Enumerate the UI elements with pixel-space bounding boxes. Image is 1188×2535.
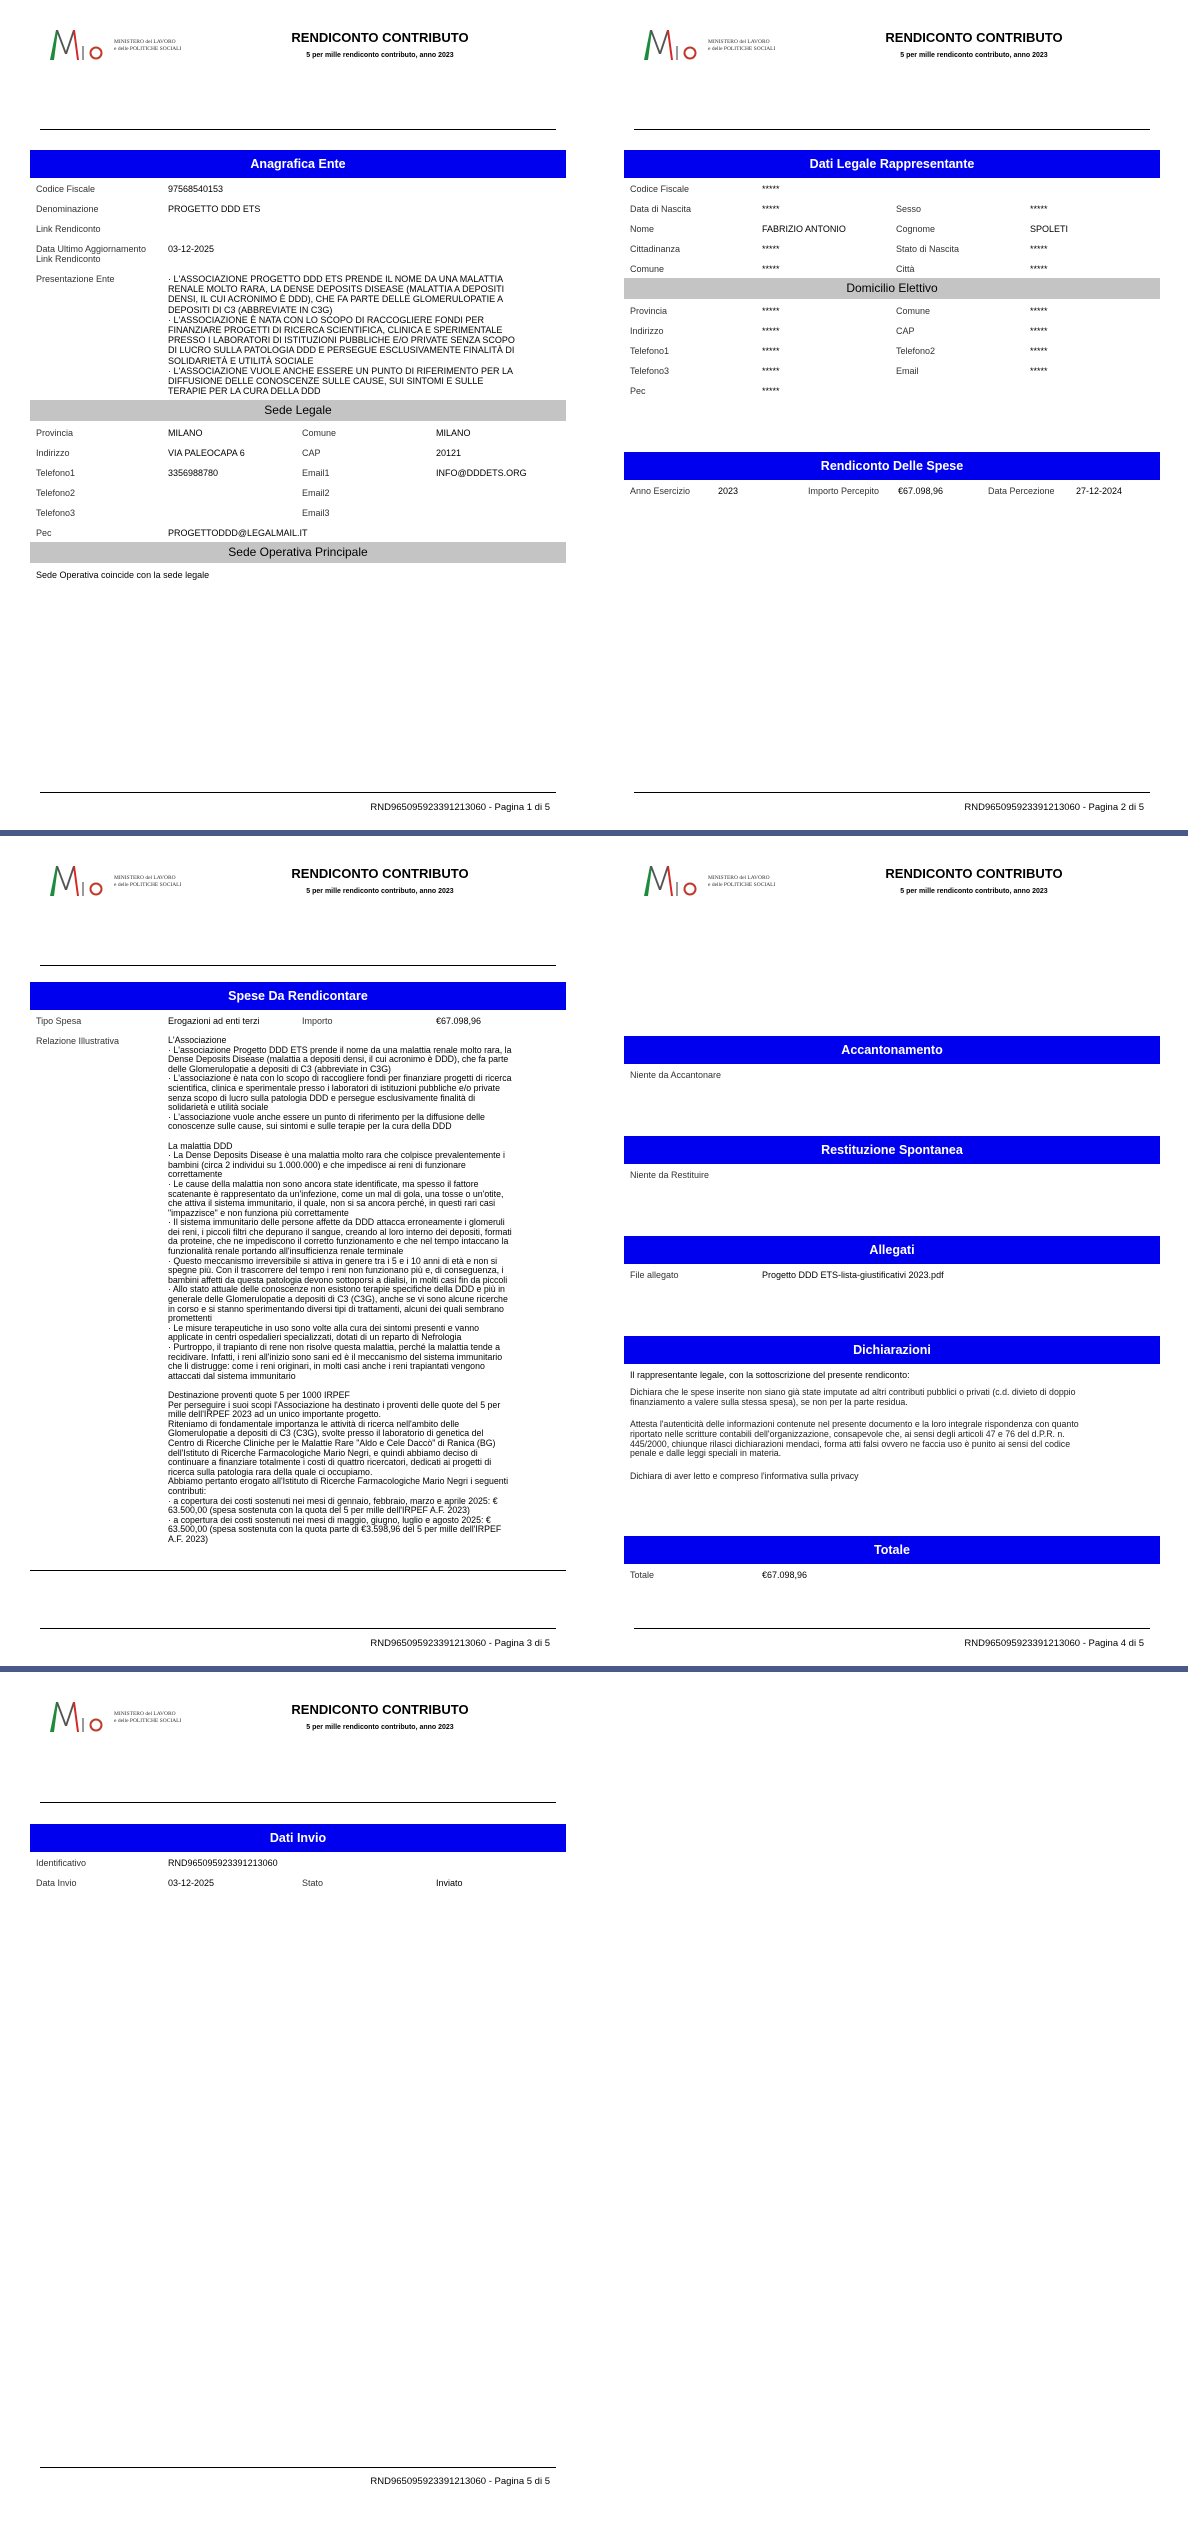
label-telefono3: Telefono3 (630, 366, 670, 376)
label-telefono1: Telefono1 (36, 468, 76, 478)
value-telefono2: ***** (1030, 346, 1048, 356)
value-cognome: SPOLETI (1030, 224, 1069, 234)
value-denominazione: PROGETTO DDD ETS (168, 204, 261, 214)
header-title: RENDICONTO CONTRIBUTO (885, 866, 1063, 881)
value-importo-percepito: €67.098,96 (898, 486, 944, 496)
page-footer: RND965095923391213060 - Pagina 4 di 5 (964, 1638, 1144, 1649)
footer-divider (634, 1628, 1150, 1629)
value-data-invio: 03-12-2025 (168, 1878, 215, 1888)
label-telefono2: Telefono2 (896, 346, 936, 356)
logo-text: MINISTERO del LAVORO e delle POLITICHE SOCIALI (114, 1711, 182, 1724)
label-tipo-spesa: Tipo Spesa (36, 1016, 82, 1026)
header-divider (634, 129, 1150, 130)
ministry-logo (640, 28, 785, 62)
sede-operativa-text: Sede Operativa coincide con la sede legale (36, 570, 210, 580)
page-3 (0, 836, 594, 1666)
label-cap: CAP (302, 448, 321, 458)
header-subtitle: 5 per mille rendiconto contributo, anno 2023 (900, 888, 1048, 895)
label-codice-fiscale: Codice Fiscale (630, 184, 690, 194)
label-totale: Totale (630, 1570, 655, 1580)
section-spese-da-rendicontare: Spese Da Rendicontare (30, 982, 566, 1010)
label-cap: CAP (896, 326, 915, 336)
section-allegati: Allegati (624, 1236, 1160, 1264)
value-email: ***** (1030, 366, 1048, 376)
label-provincia: Provincia (36, 428, 74, 438)
section-accantonamento: Accantonamento (624, 1036, 1160, 1064)
header-title: RENDICONTO CONTRIBUTO (291, 866, 469, 881)
section-sede-legale: Sede Legale (30, 400, 566, 421)
section-rendiconto-spese: Rendiconto Delle Spese (624, 452, 1160, 480)
value-comune-dom: ***** (1030, 306, 1048, 316)
section-legale-rappresentante: Dati Legale Rappresentante (624, 150, 1160, 178)
value-importo: €67.098,96 (436, 1016, 482, 1026)
relazione-illustrativa-text: L'Associazione · L'associazione Progetto DDD ETS prende il nome da una malattia renale molto rara, la Dense Deposits Disease (malattia a depositi densi, il cui acronimo è DDD), che fa parte delle Glomerulopatie a depositi di C3 (abbreviate in C3G) · L'associazione è nata con lo scopo di raccogliere fondi per finanziare progetti di ricerca scientifica, clinica e sperimentale presso i laboratori di istituzioni pubbliche e/o private senza scopo di lucro sulla patologia DDD e persegue esclusivamente finalità di solidarietà e utilità sociale · L'associazione vuole anche essere un punto di riferimento per la diffusione delle conoscenze sulle cause, sui sintomi e sulle terapie per la cura della DDD La malattia DDD · La Dense Deposits Disease è una malattia molto rara che colpisce prevalentemente i bambini (circa 2 individui su 1.000.000) e che impedisce ai reni di funzionare correttamente · Le cause della malattia non sono ancora state identificate, ma spesso il fattore scatenante è rappresentato da un'infezione, come un mal di gola, una tosse o un'otite, che attiva il sistema immunitario, il quale, non si sa ancora perché, in questi rari casi "impazzisce" e non funziona più correttamente · Il sistema immunitario delle persone affette da DDD attacca erroneamente i glomeruli dei reni, i piccoli filtri che depurano il sangue, creando al loro interno dei depositi, formati da proteine, che ne impediscono il corretto funzionamento e che nel tempo intaccano la funzionalità renale portando all'insufficienza renale terminale · Questo meccanismo irreversibile si attiva in genere tra i 5 e i 10 anni di età e non si spegne più. Con il trascorrere del tempo i reni non funzionano più e, di conseguenza, i bambini affetti da questa patologia devono sottoporsi a dialisi, in molti casi fin da piccoli · Allo stato attuale delle conoscenze non esistono terapie specifiche della DDD e più in generale delle Glomerulopatie a depositi di C3 (C3G), anche se vi sono alcune ricerche in corso e si stanno sperimentando diversi tipi di trattamenti, alcuni dei quali sembrano promettenti · Le misure terapeutiche in uso sono volte alla cura dei sintomi presenti e vanno applicate in centri ospedalieri specializzati, dotati di un reparto di Nefrologia · Purtroppo, il trapianto di rene non risolve questa malattia, perché la malattia tende a recidivare. Infatti, i reni all'inizio sono sani ed è il meccanismo del sistema immunitario che li distrugge: come i reni originari, in molti casi anche i reni trapiantati vengono attaccati dal sistema immunitario Destinazione proventi quote 5 per 1000 IRPEF Per perseguire i suoi scopi l'Associazione ha destinato i proventi delle quote del 5 per mille dell'IRPEF 2023 ad un unico importante progetto. Riteniamo di fondamentale importanza le attività di ricerca nell'ambito delle Glomerulopatie a depositi di C3 (C3G), svolte presso il laboratorio di genetica del Centro di Ricerche Cliniche per le Malattie Rare "Aldo e Cele Daccò" di Ranica (BG) dell'Istituto di Ricerche Farmacologiche Mario Negri, e quindi abbiamo deciso di continuare a finanziare totalmente i costi di quattro ricercatori, dedicati ai progetti di ricerca sulla patologia rara della quale ci occupiamo. Abbiamo pertanto erogato all'Istituto di Ricerche Farmacologiche Mario Negri i seguenti contributi: · a copertura dei costi sostenuti nei mesi di gennaio, febbraio, marzo e aprile 2025: € 63.500,00 (spesa sostenuta con la quota del 5 per mille dell'IRPEF A.F. 2023) · a copertura dei costi sostenuti nei mesi di maggio, giugno, luglio e agosto 2025: € 63.500,00 (spesa sostenuta con la quota parte di €3.598,96 del 5 per mille dell'IRPEF A.F. 2023) (168, 1035, 512, 1544)
accantonamento-text: Niente da Accantonare (630, 1070, 722, 1080)
value-stato: Inviato (436, 1878, 463, 1888)
label-comune: Comune (302, 428, 337, 438)
ministry-logo (46, 864, 191, 898)
section-restituzione-spontanea: Restituzione Spontanea (624, 1136, 1160, 1164)
value-codice-fiscale: 97568540153 (168, 184, 224, 194)
label-identificativo: Identificativo (36, 1858, 87, 1868)
label-denominazione: Denominazione (36, 204, 99, 214)
label-data-invio: Data Invio (36, 1878, 77, 1888)
dichiarazione-3: Dichiara di aver letto e compreso l'informativa sulla privacy (630, 1471, 859, 1481)
label-cittadinanza: Cittadinanza (630, 244, 681, 254)
value-telefono1: ***** (762, 346, 780, 356)
logo-text: MINISTERO del LAVORO e delle POLITICHE SOCIALI (114, 875, 182, 888)
header-subtitle: 5 per mille rendiconto contributo, anno 2023 (306, 1724, 454, 1731)
value-identificativo: RND965095923391213060 (168, 1858, 278, 1868)
label-data-percezione: Data Percezione (988, 486, 1055, 496)
header-divider (40, 129, 556, 130)
value-file-allegato[interactable]: Progetto DDD ETS-lista-giustificativi 2023.pdf (762, 1270, 944, 1280)
label-importo: Importo (302, 1016, 333, 1026)
label-indirizzo: Indirizzo (630, 326, 664, 336)
page-footer: RND965095923391213060 - Pagina 3 di 5 (370, 1638, 550, 1649)
label-nome: Nome (630, 224, 655, 234)
footer-divider (40, 792, 556, 793)
footer-divider (40, 2467, 556, 2468)
value-stato-nascita: ***** (1030, 244, 1048, 254)
label-comune: Comune (630, 264, 665, 274)
section-dichiarazioni: Dichiarazioni (624, 1336, 1160, 1364)
value-tipo-spesa: Erogazioni ad enti terzi (168, 1016, 260, 1026)
presentazione-ente-text: · L'ASSOCIAZIONE PROGETTO DDD ETS PRENDE IL NOME DA UNA MALATTIA RENALE MOLTO RARA, LA DENSE DEPOSITS DISEASE (MALATTIA A DEPOSITI DENSI, IL CUI ACRONIMO È DDD), CHE FA PARTE DELLE GLOMERULOPATIE A DEPOSITI DI C3 (ABBREVIATE IN C3G) · L'ASSOCIAZIONE È NATA CON LO SCOPO DI RACCOGLIERE FONDI PER FINANZIARE PROGETTI DI RICERCA SCIENTIFICA, CLINICA E SPERIMENTALE PRESSO I LABORATORI DI ISTITUZIONI PUBBLICHE E/O PRIVATE SENZA SCOPO DI LUCRO SULLA PATOLOGIA DDD E PERSEGUE ESCLUSIVAMENTE FINALITÀ DI SOLIDARIETÀ E UTILITÀ SOCIALE · L'ASSOCIAZIONE VUOLE ANCHE ESSERE UN PUNTO DI RIFERIMENTO PER LA DIFFUSIONE DELLE CONOSCENZE SULLE CAUSE, SUI SINTOMI E SULLE TERAPIE PER LA CURA DELLA DDD (168, 274, 515, 397)
value-provincia: MILANO (168, 428, 203, 438)
label-anno-esercizio: Anno Esercizio (630, 486, 691, 496)
value-indirizzo: ***** (762, 326, 780, 336)
label-pec: Pec (36, 528, 52, 538)
page-footer: RND965095923391213060 - Pagina 5 di 5 (370, 2476, 550, 2487)
section-sede-operativa: Sede Operativa Principale (30, 542, 566, 563)
value-email1: INFO@DDDETS.ORG (436, 468, 527, 478)
label-telefono3: Telefono3 (36, 508, 76, 518)
section-bottom-line (30, 1570, 566, 1571)
ministry-logo (640, 864, 785, 898)
dichiarazioni-intro: Il rappresentante legale, con la sottoscrizione del presente rendiconto: (630, 1370, 910, 1380)
label-email: Email (896, 366, 919, 376)
label-stato: Stato (302, 1878, 324, 1888)
footer-divider (40, 1628, 556, 1629)
header-title: RENDICONTO CONTRIBUTO (291, 30, 469, 45)
value-codice-fiscale: ***** (762, 184, 780, 194)
header-subtitle: 5 per mille rendiconto contributo, anno 2023 (306, 888, 454, 895)
value-citta: ***** (1030, 264, 1048, 274)
label-sesso: Sesso (896, 204, 922, 214)
label-provincia: Provincia (630, 306, 668, 316)
page-2 (594, 0, 1188, 830)
value-comune: MILANO (436, 428, 471, 438)
section-totale: Totale (624, 1536, 1160, 1564)
value-cittadinanza: ***** (762, 244, 780, 254)
ministry-logo (46, 28, 191, 62)
value-provincia: ***** (762, 306, 780, 316)
dichiarazione-1: Dichiara che le spese inserite non siano già state imputate ad altri contributi pubblici o privati (c.d. divieto di doppio finanziamento a valere sulla stessa spesa), se non per la parte residua. (630, 1387, 1076, 1407)
label-cognome: Cognome (896, 224, 936, 234)
value-anno-esercizio: 2023 (718, 486, 739, 496)
section-anagrafica-ente: Anagrafica Ente (30, 150, 566, 178)
label-file-allegato: File allegato (630, 1270, 679, 1280)
label-importo-percepito: Importo Percepito (808, 486, 880, 496)
page-1 (0, 0, 594, 830)
header-title: RENDICONTO CONTRIBUTO (291, 1702, 469, 1717)
section-domicilio-elettivo: Domicilio Elettivo (624, 278, 1160, 299)
ministry-logo (46, 1700, 191, 1734)
label-comune-dom: Comune (896, 306, 931, 316)
header-subtitle: 5 per mille rendiconto contributo, anno 2023 (306, 52, 454, 59)
label-data-aggiornamento: Data Ultimo Aggiornamento Link Rendiconto (36, 244, 147, 264)
value-indirizzo: VIA PALEOCAPA 6 (168, 448, 245, 458)
label-email3: Email3 (302, 508, 330, 518)
label-link-rendiconto: Link Rendiconto (36, 224, 101, 234)
page-5 (0, 1672, 594, 2535)
logo-text: MINISTERO del LAVORO e delle POLITICHE SOCIALI (708, 39, 776, 52)
page-footer: RND965095923391213060 - Pagina 2 di 5 (964, 802, 1144, 813)
value-telefono1: 3356988780 (168, 468, 219, 478)
label-telefono1: Telefono1 (630, 346, 670, 356)
restituzione-text: Niente da Restituire (630, 1170, 710, 1180)
page-4 (594, 836, 1188, 1666)
header-divider (40, 965, 556, 966)
page-footer: RND965095923391213060 - Pagina 1 di 5 (370, 802, 550, 813)
value-cap: ***** (1030, 326, 1048, 336)
dichiarazione-2: Attesta l'autenticità delle informazioni contenute nel presente documento e la loro integrale rispondenza con quanto riportato nelle scritture contabili dell'organizzazione, consapevole che, ai sensi degli articoli 47 e 76 del d.P.R. n. 445/2000, chiunque rilasci dichiarazioni mendaci, forma atti falsi ovvero ne faccia uso è punito ai sensi del codice penale e dalle leggi speciali in materia. (630, 1419, 1079, 1459)
header-divider (40, 1802, 556, 1803)
value-data-aggiornamento: 03-12-2025 (168, 244, 215, 254)
label-data-nascita: Data di Nascita (630, 204, 692, 214)
label-stato-nascita: Stato di Nascita (896, 244, 960, 254)
label-relazione-illustrativa: Relazione Illustrativa (36, 1036, 120, 1046)
value-sesso: ***** (1030, 204, 1048, 214)
label-telefono2: Telefono2 (36, 488, 76, 498)
value-pec: ***** (762, 386, 780, 396)
label-pec: Pec (630, 386, 646, 396)
value-data-nascita: ***** (762, 204, 780, 214)
value-telefono3: ***** (762, 366, 780, 376)
logo-text: MINISTERO del LAVORO e delle POLITICHE SOCIALI (114, 39, 182, 52)
header-subtitle: 5 per mille rendiconto contributo, anno 2023 (900, 52, 1048, 59)
label-citta: Città (896, 264, 915, 274)
section-dati-invio: Dati Invio (30, 1824, 566, 1852)
footer-divider (634, 792, 1150, 793)
label-presentazione-ente: Presentazione Ente (36, 274, 115, 284)
label-indirizzo: Indirizzo (36, 448, 70, 458)
value-nome: FABRIZIO ANTONIO (762, 224, 846, 234)
logo-text: MINISTERO del LAVORO e delle POLITICHE SOCIALI (708, 875, 776, 888)
value-pec: PROGETTODDD@LEGALMAIL.IT (168, 528, 308, 538)
label-email1: Email1 (302, 468, 330, 478)
value-totale: €67.098,96 (762, 1570, 808, 1580)
label-email2: Email2 (302, 488, 330, 498)
header-title: RENDICONTO CONTRIBUTO (885, 30, 1063, 45)
value-data-percezione: 27-12-2024 (1076, 486, 1123, 496)
value-comune: ***** (762, 264, 780, 274)
label-codice-fiscale: Codice Fiscale (36, 184, 96, 194)
value-cap: 20121 (436, 448, 462, 458)
